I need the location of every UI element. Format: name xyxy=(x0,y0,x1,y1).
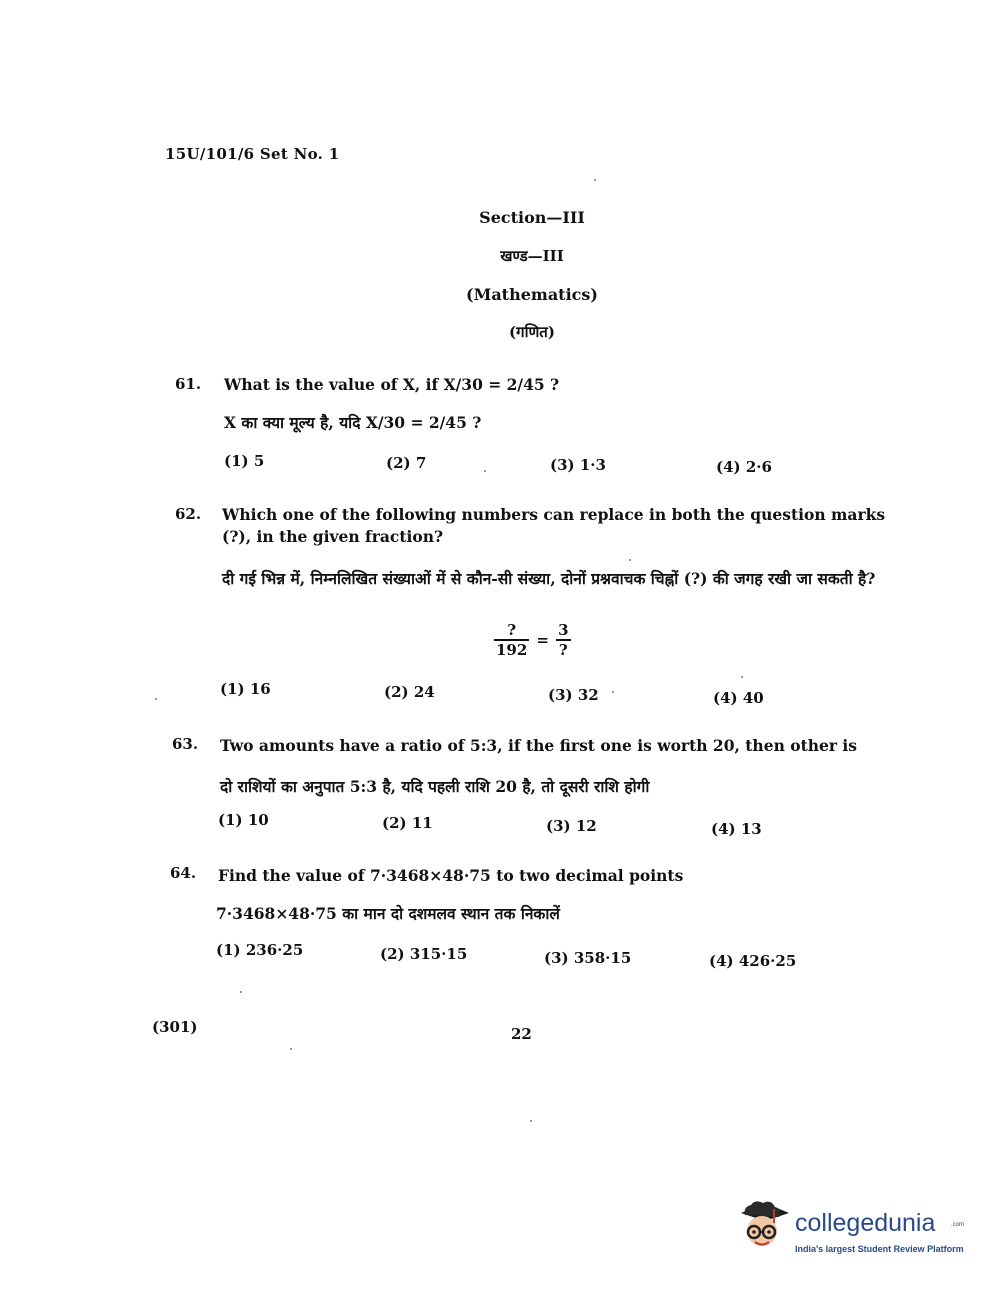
question-number: 64. xyxy=(170,864,197,882)
scan-speck xyxy=(155,698,157,700)
equals-sign: = xyxy=(536,631,549,649)
question-text-en: Which one of the following numbers can replace in both the question marks (?), in the given fraction? xyxy=(222,505,886,546)
subject-title-hi: (गणित) xyxy=(509,323,555,341)
option-3: (3) 12 xyxy=(546,817,597,835)
option-1: (1) 10 xyxy=(218,811,269,829)
option-4: (4) 13 xyxy=(711,820,762,838)
option-3: (3) 358·15 xyxy=(544,949,632,967)
scan-speck xyxy=(612,691,614,693)
option-4: (4) 40 xyxy=(713,689,764,707)
scan-speck xyxy=(530,1120,532,1122)
paper-code: 15U/101/6 Set No. 1 xyxy=(165,145,340,163)
question-text-en: Two amounts have a ratio of 5:3, if the first one is worth 20, then other is xyxy=(220,736,858,755)
question-number: 62. xyxy=(175,505,202,523)
question-text-hi: दी गई भिन्न में, निम्नलिखित संख्याओं में से कौन-सी संख्या, दोनों प्रश्नवाचक चिह्नों (?) की जगह रखी जा सकती है? xyxy=(222,569,876,588)
fraction-equation xyxy=(494,621,571,659)
fraction-right-numerator: 3 xyxy=(558,621,569,639)
option-2: (2) 315·15 xyxy=(380,945,468,963)
watermark-domain: .com xyxy=(951,1222,965,1228)
option-1: (1) 16 xyxy=(220,680,271,698)
fraction-right xyxy=(556,621,570,659)
option-2: (2) 7 xyxy=(386,454,427,472)
option-1: (1) 236·25 xyxy=(216,941,304,959)
scan-speck xyxy=(240,991,242,993)
scan-speck xyxy=(484,470,486,472)
scan-speck xyxy=(629,559,631,561)
option-4: (4) 2·6 xyxy=(716,458,772,476)
scan-speck xyxy=(594,179,596,181)
option-3: (3) 1·3 xyxy=(550,456,606,474)
subject-title-en: (Mathematics) xyxy=(466,285,598,304)
question-text-hi: X का क्या मूल्य है, यदि X/30 = 2/45 ? xyxy=(224,413,482,432)
option-3: (3) 32 xyxy=(548,686,599,704)
option-2: (2) 24 xyxy=(384,683,435,701)
scan-speck xyxy=(741,676,743,678)
fraction-left-denominator: 192 xyxy=(496,641,528,659)
question-text-en: Find the value of 7·3468×48·75 to two decimal points xyxy=(218,866,684,885)
question-number: 63. xyxy=(172,735,199,753)
question-text-hi: दो राशियों का अनुपात 5:3 है, यदि पहली राशि 20 है, तो दूसरी राशि होगी xyxy=(220,777,650,796)
option-2: (2) 11 xyxy=(382,814,433,832)
footer-code: (301) xyxy=(152,1018,198,1036)
question-text-en: What is the value of X, if X/30 = 2/45 ? xyxy=(224,375,560,394)
question-text-hi: 7·3468×48·75 का मान दो दशमलव स्थान तक निकालें xyxy=(216,904,560,923)
fraction-left xyxy=(494,621,529,659)
fraction-left-numerator: ? xyxy=(494,621,529,641)
scan-speck xyxy=(290,1048,292,1050)
page-number: 22 xyxy=(511,1025,532,1043)
question-number: 61. xyxy=(175,375,202,393)
watermark-tagline: India's largest Student Review Platform xyxy=(795,1244,964,1254)
fraction-right-denominator: ? xyxy=(558,641,568,659)
option-1: (1) 5 xyxy=(224,452,265,470)
section-title-en: Section—III xyxy=(479,208,585,227)
section-title-hi: खण्ड—III xyxy=(500,247,564,265)
watermark-brand: collegedunia xyxy=(795,1209,936,1237)
collegedunia-mascot-logo xyxy=(735,1195,791,1255)
option-4: (4) 426·25 xyxy=(709,952,797,970)
